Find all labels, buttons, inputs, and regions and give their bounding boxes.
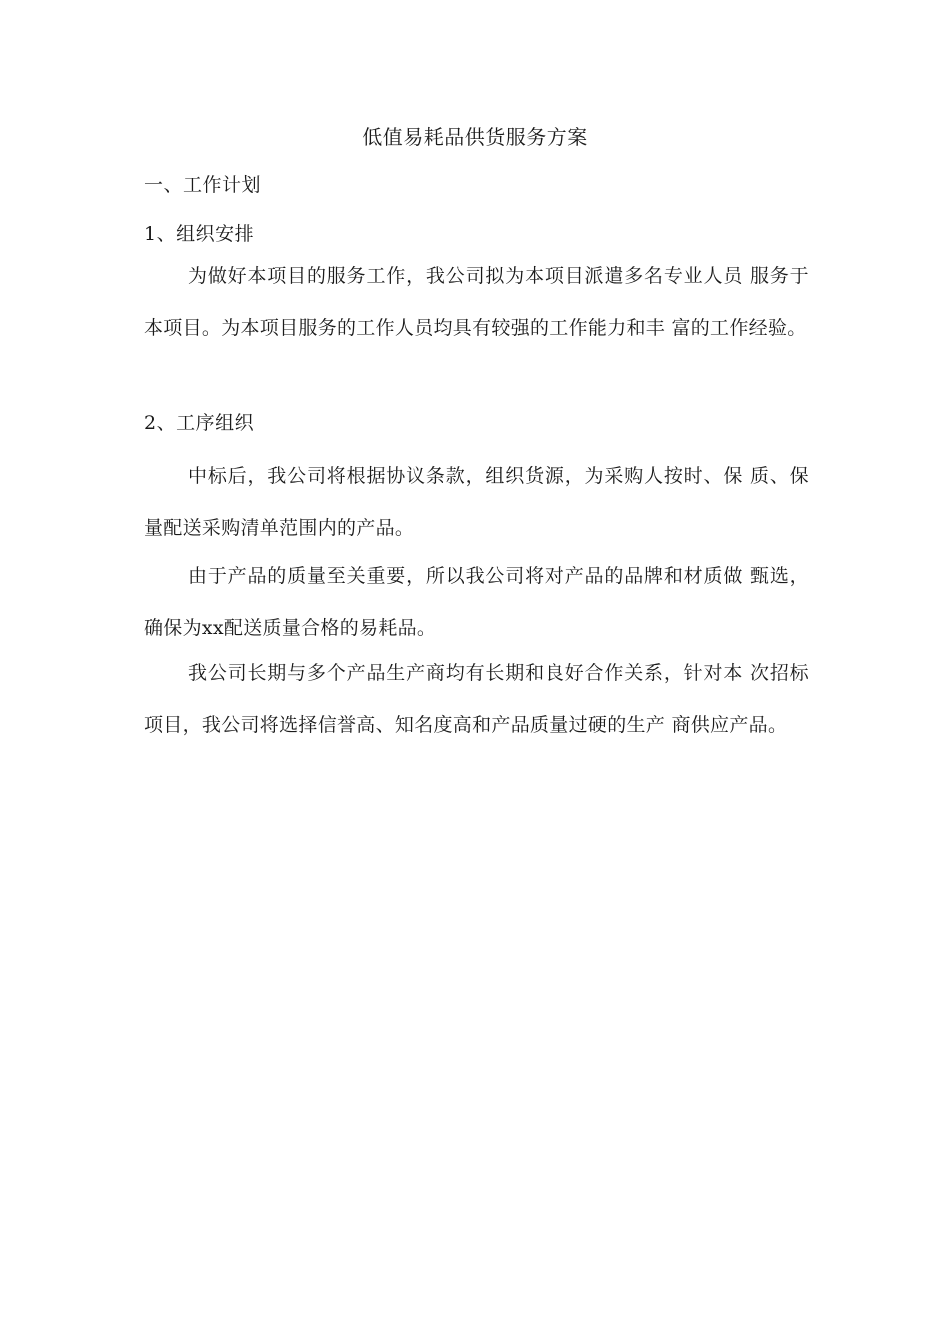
subsection-heading-organization: 1、组织安排 [144,223,255,245]
subsection-heading-process: 2、工序组织 [144,412,255,434]
paragraph-process-3: 我公司长期与多个产品生产商均有长期和良好合作关系，针对本 次招标项目，我公司将选择信誉高、知名度高和产品质量过硬的生产 商供应产品。 [144,662,809,736]
section-heading-work-plan: 一、工作计划 [144,174,262,196]
paragraph-process-2: 由于产品的质量至关重要，所以我公司将对产品的品牌和材质做 甄选，确保为xx配送质量合格的易耗品。 [144,565,809,639]
document-title: 低值易耗品供货服务方案 [362,125,588,149]
paragraph-organization: 为做好本项目的服务工作，我公司拟为本项目派遣多名专业人员 服务于本项目。为本项目服务的工作人员均具有较强的工作能力和丰 富的工作经验。 [144,265,809,339]
paragraph-process-1: 中标后，我公司将根据协议条款，组织货源，为采购人按时、保 质、保量配送采购清单范围内的产品。 [144,465,809,539]
